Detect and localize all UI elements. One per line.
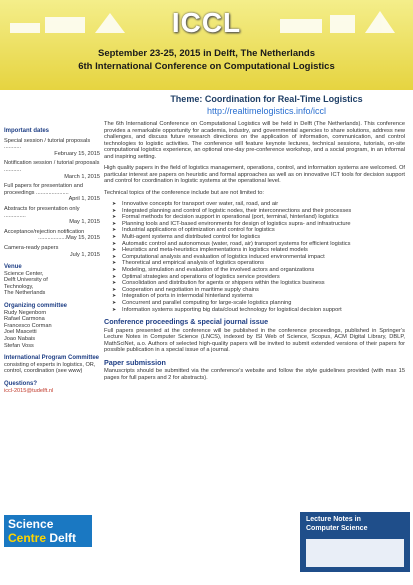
date-acceptance: Acceptance/rejection notification ..................May 15, 2015 xyxy=(4,228,100,242)
topic-item: ➤ Multi-agent systems and distributed control for logistics xyxy=(112,233,261,240)
bullet-icon: ➤ xyxy=(112,260,117,267)
topic-item: ➤ Cooperation and negotiation in maritime supply chains xyxy=(112,286,259,293)
topic-item: ➤ Heuristics and meta-heuristics implementations in logistics related models xyxy=(112,247,308,254)
venue-heading: Venue xyxy=(4,264,22,271)
topics-intro: Technical topics of the conference include but are not limited to: xyxy=(104,189,264,196)
organizer-name: Francesco Corman xyxy=(4,322,52,329)
science-centre-logo: Science Centre Delft xyxy=(4,515,92,547)
date-special-session: Special session / tutorial proposals ........... February 15, 2015 xyxy=(4,137,100,157)
date-abstracts: Abstracts for presentation only .............. May 1, 2015 xyxy=(4,205,100,226)
conference-name: 6th International Conference on Computational Logistics xyxy=(78,61,335,72)
date-notification: Notification session / tutorial proposals ........... March 1, 2015 xyxy=(4,160,100,180)
topic-item: ➤ Industrial applications of optimization and control for logistics xyxy=(112,227,275,234)
topic-item: ➤ Computational analysis and evaluation of logistics induced environmental impact xyxy=(112,253,325,260)
bullet-icon: ➤ xyxy=(112,207,117,214)
bullet-icon: ➤ xyxy=(112,201,117,207)
venue-line: The Netherlands xyxy=(4,290,46,297)
intro-paragraph: The 6th International Conference on Computational Logistics will be held in Delft (The Netherlands). This conference provides a remarkable opportunity for academia, industry, and governmental agencies to share solutions, address new challenges, and discuss future research directions on the application of information, communication, and control technologies to logistic activities. The conference will feature keynote lectures, technical sessions, tutorials, on-site computational logistics experience, an optional one-day pre-conference workshop, and a social program, in an informal and inspiring setting. xyxy=(104,121,405,160)
main-content xyxy=(104,121,405,386)
conference-dates: September 23-25, 2015 in Delft, The Netherlands xyxy=(98,48,315,59)
bullet-icon: ➤ xyxy=(112,214,117,221)
date-full-papers: Full papers for presentation and proceedings ..................... April 1, 2015 xyxy=(4,183,100,203)
topic-item: ➤ Planning tools and ICT-based environments for design of logistics supra- and infrastructure xyxy=(112,220,351,227)
conference-url-link[interactable]: http://realtimelogistics.info/iccl xyxy=(206,106,327,116)
important-dates-heading: Important dates xyxy=(4,128,50,134)
questions-heading: Questions? xyxy=(4,381,38,387)
topic-item: ➤ Information systems supporting big data/cloud technology for logistical decision support xyxy=(112,306,342,313)
proceedings-paragraph: Full papers presented at the conference will be published in the conference proceedings, published in Springer’s Lecture Notes in Computer Science (LNCS), indexed by ISI Web of Science, Scopus, ACM Digital Library, DBLP, MathSciNet, a.o. Authors of selected high-quality papers will be invited to submit extended versions of their papers for possible publication in a special issue of a journal. xyxy=(104,327,405,354)
topic-item: ➤ Innovative concepts for transport over water, rail, road, and air xyxy=(112,201,279,207)
organizing-heading: Organizing committee xyxy=(4,303,68,310)
topic-item: ➤ Integration of ports in intermodal hinterland systems xyxy=(112,293,253,300)
bullet-icon: ➤ xyxy=(112,293,117,300)
organizer-name: Rafael Carmona xyxy=(4,316,45,323)
call-paragraph: High quality papers in the field of logistics management, operations, control, and information systems are welcomed. Of particular interest are papers on heuristic and formal approaches as well as on innovative ICT tools for decision support and control for coordination in logistic systems at the operational level. xyxy=(104,165,405,184)
organizer-name: Joao Nabais xyxy=(4,336,36,343)
header-banner xyxy=(0,0,413,90)
bullet-icon: ➤ xyxy=(112,273,117,280)
topic-item: ➤ Integrated planning and control of logistic nodes, their interconnections and their processes xyxy=(112,207,352,214)
bullet-icon: ➤ xyxy=(112,220,117,227)
submission-heading: Paper submission xyxy=(104,357,166,367)
submission-paragraph: Manuscripts should be submitted via the conference’s website and follow the style guidelines provided (with max 15 pages for full papers and 2 for abstracts). xyxy=(104,368,405,381)
lncs-logo: Lecture Notes in Computer Science xyxy=(300,512,410,572)
topic-item: ➤ Concurrent and parallel computing for large-scale logistics planning xyxy=(112,299,292,306)
theme-heading: Theme: Coordination for Real-Time Logistics xyxy=(170,94,363,104)
bullet-icon: ➤ xyxy=(112,286,117,293)
bullet-icon: ➤ xyxy=(112,306,117,313)
bullet-icon: ➤ xyxy=(112,280,117,287)
venue-line: Delft University of xyxy=(4,277,48,284)
organizer-name: Joel Mascetti xyxy=(4,329,37,336)
bullet-icon: ➤ xyxy=(112,240,117,247)
topic-item: ➤ Optimal strategies and operations of logistics service providers xyxy=(112,273,280,280)
conference-title: ICCL xyxy=(171,7,242,38)
book-covers-image xyxy=(306,539,404,567)
venue-line: Technology, xyxy=(4,283,34,290)
organizer-name: Rudy Negenborn xyxy=(4,309,47,316)
bullet-icon: ➤ xyxy=(112,253,117,260)
topic-item: ➤ Automatic control and autonomous (water, road, air) transport systems for efficient logistics xyxy=(112,240,351,247)
topic-item: ➤ Theoretical and empirical analysis of logistics operations xyxy=(112,260,264,267)
bullet-icon: ➤ xyxy=(112,299,117,306)
venue-line: Science Center, xyxy=(4,270,44,277)
bullet-icon: ➤ xyxy=(112,227,117,234)
topic-item: ➤ Consolidation and distribution for agents or shippers within the logistics business xyxy=(112,280,325,287)
sidebar xyxy=(4,122,100,394)
organizer-name: Stefan Voss xyxy=(4,342,34,349)
topics-list xyxy=(112,201,405,313)
date-camera-ready: Camera-ready papers July 1, 2015 xyxy=(4,244,100,258)
bullet-icon: ➤ xyxy=(112,266,117,273)
bullet-icon: ➤ xyxy=(112,247,117,254)
program-committee-heading: International Program Committee xyxy=(4,355,100,362)
topic-item: ➤ Modeling, simulation and evaluation of the involved actors and organizations xyxy=(112,266,315,273)
contact-email-link[interactable]: iccl-2015@tudelft.nl xyxy=(4,387,54,394)
topic-item: ➤ Formal methods for decision support in operational (port, terminal, hinterland) logistics xyxy=(112,214,339,221)
proceedings-heading: Conference proceedings & special journal issue xyxy=(104,317,269,327)
bullet-icon: ➤ xyxy=(112,233,117,240)
program-committee-text: consisting of experts in logistics, OR, control, coordination (see www) xyxy=(4,361,96,375)
